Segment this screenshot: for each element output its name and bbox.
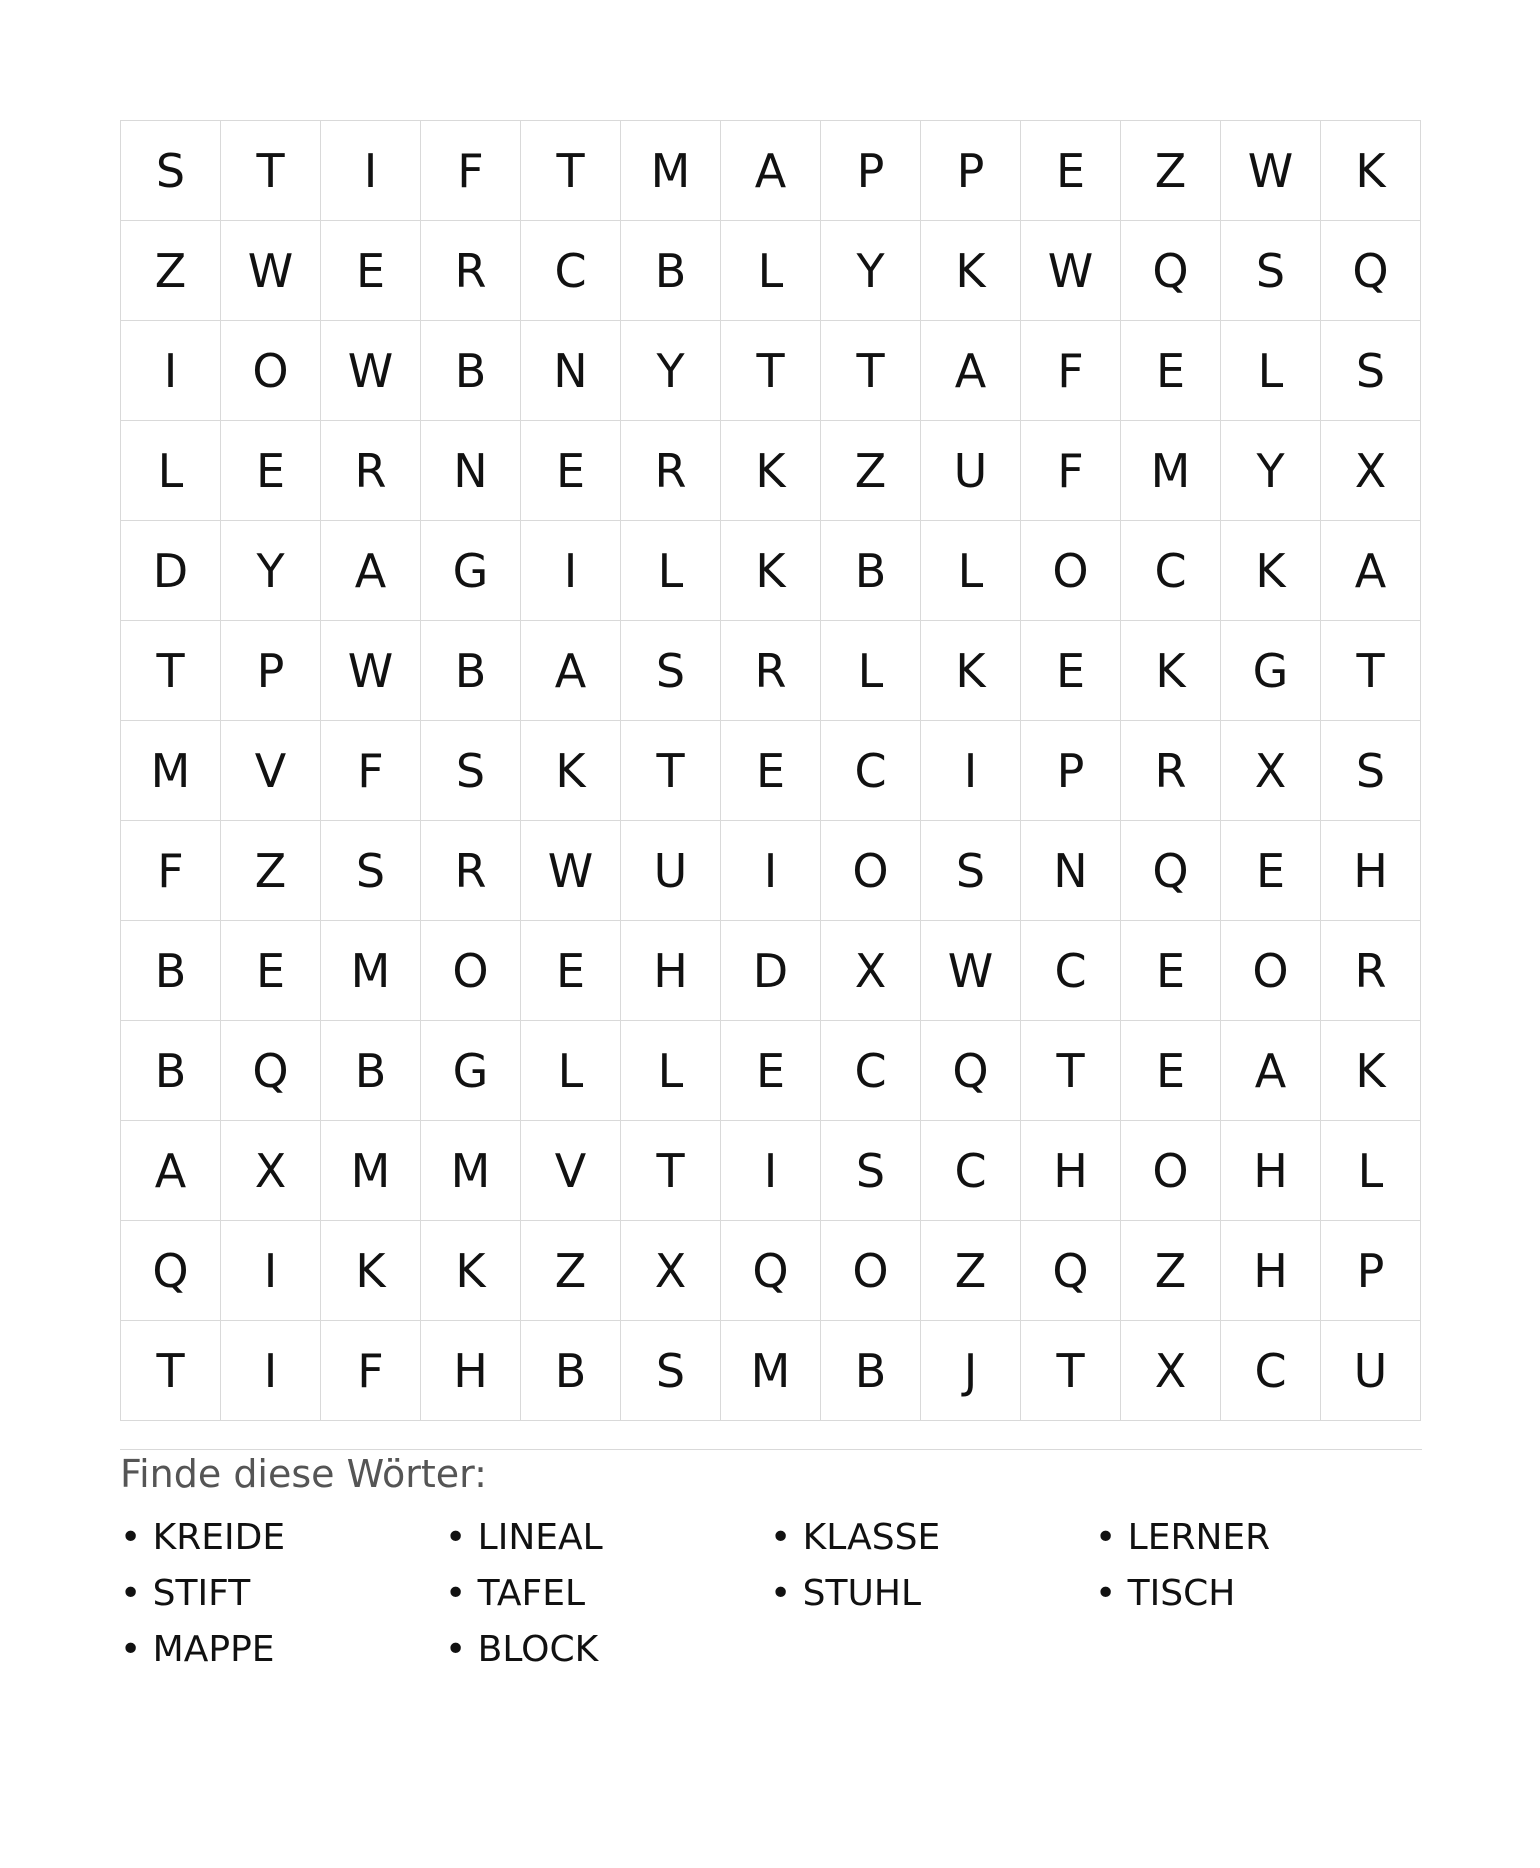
grid-cell[interactable]: K bbox=[421, 1221, 521, 1321]
grid-cell[interactable]: K bbox=[1221, 521, 1321, 621]
word-list-item: • KLASSE bbox=[770, 1517, 941, 1558]
grid-cell[interactable]: W bbox=[521, 821, 621, 921]
grid-cell[interactable]: X bbox=[1221, 721, 1321, 821]
grid-cell[interactable]: Q bbox=[221, 1021, 321, 1121]
grid-cell[interactable]: K bbox=[521, 721, 621, 821]
grid-cell[interactable]: E bbox=[1121, 321, 1221, 421]
grid-cell[interactable]: G bbox=[421, 1021, 521, 1121]
grid-cell[interactable]: C bbox=[1121, 521, 1221, 621]
grid-cell[interactable]: H bbox=[1321, 821, 1421, 921]
grid-cell[interactable]: Q bbox=[1321, 221, 1421, 321]
grid-cell[interactable]: W bbox=[1221, 121, 1321, 221]
grid-cell[interactable]: A bbox=[521, 621, 621, 721]
grid-cell[interactable]: B bbox=[821, 1321, 921, 1421]
grid-cell[interactable]: Z bbox=[921, 1221, 1021, 1321]
grid-cell[interactable]: Q bbox=[921, 1021, 1021, 1121]
grid-cell[interactable]: R bbox=[421, 821, 521, 921]
grid-cell[interactable]: X bbox=[621, 1221, 721, 1321]
grid-cell[interactable]: E bbox=[221, 421, 321, 521]
grid-cell[interactable]: R bbox=[721, 621, 821, 721]
grid-cell[interactable]: D bbox=[121, 521, 221, 621]
word-list-item: • KREIDE bbox=[120, 1517, 286, 1558]
grid-cell[interactable]: A bbox=[1221, 1021, 1321, 1121]
grid-cell[interactable]: Q bbox=[1021, 1221, 1121, 1321]
divider bbox=[120, 1449, 1422, 1450]
grid-cell[interactable]: K bbox=[921, 221, 1021, 321]
grid-cell[interactable]: S bbox=[1221, 221, 1321, 321]
grid-cell[interactable]: P bbox=[821, 121, 921, 221]
grid-cell[interactable]: K bbox=[721, 421, 821, 521]
grid-cell[interactable]: M bbox=[1121, 421, 1221, 521]
grid-cell[interactable]: R bbox=[621, 421, 721, 521]
grid-cell[interactable]: W bbox=[1021, 221, 1121, 321]
grid-cell[interactable]: K bbox=[1121, 621, 1221, 721]
grid-cell[interactable]: G bbox=[1221, 621, 1321, 721]
grid-cell[interactable]: C bbox=[821, 1021, 921, 1121]
grid-cell[interactable]: E bbox=[1021, 621, 1121, 721]
grid-cell[interactable]: L bbox=[521, 1021, 621, 1121]
grid-cell[interactable]: Z bbox=[1121, 121, 1221, 221]
grid-cell[interactable]: A bbox=[321, 521, 421, 621]
grid-cell[interactable]: P bbox=[1321, 1221, 1421, 1321]
grid-cell[interactable]: A bbox=[921, 321, 1021, 421]
grid-cell[interactable]: O bbox=[1221, 921, 1321, 1021]
grid-cell[interactable]: A bbox=[121, 1121, 221, 1221]
grid-cell[interactable]: S bbox=[121, 121, 221, 221]
grid-cell[interactable]: O bbox=[221, 321, 321, 421]
grid-cell[interactable]: Z bbox=[221, 821, 321, 921]
grid-cell[interactable]: Q bbox=[1121, 221, 1221, 321]
grid-cell[interactable]: I bbox=[321, 121, 421, 221]
word-list-item: • TISCH bbox=[1095, 1573, 1236, 1614]
grid-cell[interactable]: S bbox=[421, 721, 521, 821]
grid-cell[interactable]: I bbox=[721, 821, 821, 921]
grid-cell[interactable]: U bbox=[621, 821, 721, 921]
grid-cell[interactable]: E bbox=[1221, 821, 1321, 921]
grid-cell[interactable]: B bbox=[521, 1321, 621, 1421]
grid-cell[interactable]: T bbox=[121, 1321, 221, 1421]
grid-cell[interactable]: S bbox=[321, 821, 421, 921]
grid-cell[interactable]: T bbox=[521, 121, 621, 221]
grid-cell[interactable]: F bbox=[321, 1321, 421, 1421]
grid-cell[interactable]: N bbox=[521, 321, 621, 421]
word-list-item: • LINEAL bbox=[445, 1517, 603, 1558]
grid-cell[interactable]: O bbox=[821, 1221, 921, 1321]
grid-cell[interactable]: W bbox=[921, 921, 1021, 1021]
grid-cell[interactable]: Q bbox=[721, 1221, 821, 1321]
grid-cell[interactable]: M bbox=[121, 721, 221, 821]
grid-cell[interactable]: H bbox=[1221, 1121, 1321, 1221]
word-list bbox=[120, 1510, 1422, 1678]
grid-cell[interactable]: P bbox=[221, 621, 321, 721]
grid-cell[interactable]: B bbox=[421, 321, 521, 421]
word-list-item: • LERNER bbox=[1095, 1517, 1271, 1558]
grid-cell[interactable]: L bbox=[121, 421, 221, 521]
grid-cell[interactable]: Y bbox=[821, 221, 921, 321]
grid-cell[interactable]: F bbox=[1021, 421, 1121, 521]
grid-cell[interactable]: S bbox=[821, 1121, 921, 1221]
word-list-item: • STIFT bbox=[120, 1573, 251, 1614]
grid-cell[interactable]: V bbox=[221, 721, 321, 821]
word-list-heading: Finde diese Wörter: bbox=[120, 1452, 487, 1496]
word-list-item: • BLOCK bbox=[445, 1629, 599, 1670]
grid-cell[interactable]: S bbox=[621, 621, 721, 721]
grid-cell[interactable]: Y bbox=[221, 521, 321, 621]
grid-cell[interactable]: K bbox=[921, 621, 1021, 721]
grid-cell[interactable]: C bbox=[1221, 1321, 1321, 1421]
word-list-item: • MAPPE bbox=[120, 1629, 275, 1670]
grid-cell[interactable]: N bbox=[1021, 821, 1121, 921]
grid-cell[interactable]: S bbox=[1321, 721, 1421, 821]
grid-cell[interactable]: M bbox=[321, 1121, 421, 1221]
grid-cell[interactable]: A bbox=[721, 121, 821, 221]
grid-cell[interactable]: M bbox=[721, 1321, 821, 1421]
grid-cell[interactable]: I bbox=[221, 1321, 321, 1421]
grid-cell[interactable]: R bbox=[321, 421, 421, 521]
grid-cell[interactable]: O bbox=[1021, 521, 1121, 621]
grid-cell[interactable]: K bbox=[1321, 121, 1421, 221]
grid-cell[interactable]: T bbox=[1321, 621, 1421, 721]
word-list-item: • STUHL bbox=[770, 1573, 921, 1614]
grid-cell[interactable]: U bbox=[921, 421, 1021, 521]
grid-cell[interactable]: E bbox=[721, 721, 821, 821]
grid-cell[interactable]: R bbox=[1321, 921, 1421, 1021]
grid-cell[interactable]: Z bbox=[821, 421, 921, 521]
grid-cell[interactable]: Y bbox=[621, 321, 721, 421]
grid-cell[interactable]: P bbox=[921, 121, 1021, 221]
grid-cell[interactable]: C bbox=[821, 721, 921, 821]
grid-cell[interactable]: M bbox=[621, 121, 721, 221]
grid-cell[interactable]: H bbox=[421, 1321, 521, 1421]
grid-cell[interactable]: L bbox=[621, 1021, 721, 1121]
grid-cell[interactable]: S bbox=[921, 821, 1021, 921]
grid-cell[interactable]: O bbox=[1121, 1121, 1221, 1221]
grid-cell[interactable]: V bbox=[521, 1121, 621, 1221]
grid-cell[interactable]: O bbox=[821, 821, 921, 921]
grid-cell[interactable]: L bbox=[621, 521, 721, 621]
grid-cell[interactable]: T bbox=[1021, 1321, 1121, 1421]
grid-cell[interactable]: Z bbox=[1121, 1221, 1221, 1321]
grid-cell[interactable]: W bbox=[321, 321, 421, 421]
grid-cell[interactable]: Z bbox=[121, 221, 221, 321]
grid-cell[interactable]: L bbox=[721, 221, 821, 321]
grid-cell[interactable]: T bbox=[1021, 1021, 1121, 1121]
grid-cell[interactable]: E bbox=[721, 1021, 821, 1121]
grid-cell[interactable]: O bbox=[421, 921, 521, 1021]
grid-cell[interactable]: X bbox=[221, 1121, 321, 1221]
grid-cell[interactable]: K bbox=[721, 521, 821, 621]
grid-cell[interactable]: B bbox=[621, 221, 721, 321]
grid-cell[interactable]: E bbox=[1021, 121, 1121, 221]
grid-cell[interactable]: C bbox=[521, 221, 621, 321]
grid-cell[interactable]: M bbox=[421, 1121, 521, 1221]
grid-cell[interactable]: C bbox=[1021, 921, 1121, 1021]
grid-cell[interactable]: E bbox=[1121, 1021, 1221, 1121]
grid-cell[interactable]: E bbox=[321, 221, 421, 321]
grid-cell[interactable]: I bbox=[221, 1221, 321, 1321]
grid-cell[interactable]: E bbox=[521, 421, 621, 521]
grid-cell[interactable]: Q bbox=[1121, 821, 1221, 921]
grid-cell[interactable]: I bbox=[721, 1121, 821, 1221]
grid-cell[interactable]: I bbox=[121, 321, 221, 421]
word-search-grid bbox=[120, 120, 1421, 1421]
grid-cell[interactable]: J bbox=[921, 1321, 1021, 1421]
grid-cell[interactable]: B bbox=[121, 1021, 221, 1121]
grid-cell[interactable]: R bbox=[421, 221, 521, 321]
grid-cell[interactable]: T bbox=[121, 621, 221, 721]
grid-cell[interactable]: R bbox=[1121, 721, 1221, 821]
grid-cell[interactable]: H bbox=[1221, 1221, 1321, 1321]
grid-cell[interactable]: N bbox=[421, 421, 521, 521]
grid-cell[interactable]: Z bbox=[521, 1221, 621, 1321]
grid-cell[interactable]: L bbox=[921, 521, 1021, 621]
grid-cell[interactable]: X bbox=[821, 921, 921, 1021]
grid-cell[interactable]: K bbox=[1321, 1021, 1421, 1121]
grid-cell[interactable]: D bbox=[721, 921, 821, 1021]
grid-cell[interactable]: T bbox=[621, 1121, 721, 1221]
grid-cell[interactable]: M bbox=[321, 921, 421, 1021]
grid-cell[interactable]: F bbox=[321, 721, 421, 821]
grid-cell[interactable]: E bbox=[221, 921, 321, 1021]
grid-cell[interactable]: B bbox=[321, 1021, 421, 1121]
grid-cell[interactable]: X bbox=[1321, 421, 1421, 521]
grid-cell[interactable]: H bbox=[621, 921, 721, 1021]
grid-cell[interactable]: Q bbox=[121, 1221, 221, 1321]
grid-cell[interactable]: C bbox=[921, 1121, 1021, 1221]
grid-cell[interactable]: P bbox=[1021, 721, 1121, 821]
grid-cell[interactable]: T bbox=[221, 121, 321, 221]
grid-cell[interactable]: T bbox=[821, 321, 921, 421]
grid-cell[interactable]: F bbox=[421, 121, 521, 221]
grid-cell[interactable]: L bbox=[1321, 1121, 1421, 1221]
grid-cell[interactable]: F bbox=[1021, 321, 1121, 421]
grid-cell[interactable]: B bbox=[121, 921, 221, 1021]
grid-cell[interactable]: S bbox=[1321, 321, 1421, 421]
grid-cell[interactable]: Y bbox=[1221, 421, 1321, 521]
grid-cell[interactable]: B bbox=[421, 621, 521, 721]
grid-cell[interactable]: F bbox=[121, 821, 221, 921]
grid-cell[interactable]: I bbox=[521, 521, 621, 621]
grid-cell[interactable]: X bbox=[1121, 1321, 1221, 1421]
grid-cell[interactable]: A bbox=[1321, 521, 1421, 621]
grid-cell[interactable]: U bbox=[1321, 1321, 1421, 1421]
grid-cell[interactable]: I bbox=[921, 721, 1021, 821]
grid-cell[interactable]: E bbox=[521, 921, 621, 1021]
grid-cell[interactable]: E bbox=[1121, 921, 1221, 1021]
word-list-item: • TAFEL bbox=[445, 1573, 586, 1614]
grid-cell[interactable]: L bbox=[1221, 321, 1321, 421]
grid-cell[interactable]: T bbox=[621, 721, 721, 821]
grid-cell[interactable]: W bbox=[321, 621, 421, 721]
grid-cell[interactable]: B bbox=[821, 521, 921, 621]
grid-cell[interactable]: T bbox=[721, 321, 821, 421]
grid-cell[interactable]: S bbox=[621, 1321, 721, 1421]
grid-cell[interactable]: W bbox=[221, 221, 321, 321]
grid-cell[interactable]: L bbox=[821, 621, 921, 721]
grid-cell[interactable]: G bbox=[421, 521, 521, 621]
grid-cell[interactable]: H bbox=[1021, 1121, 1121, 1221]
grid-cell[interactable]: K bbox=[321, 1221, 421, 1321]
